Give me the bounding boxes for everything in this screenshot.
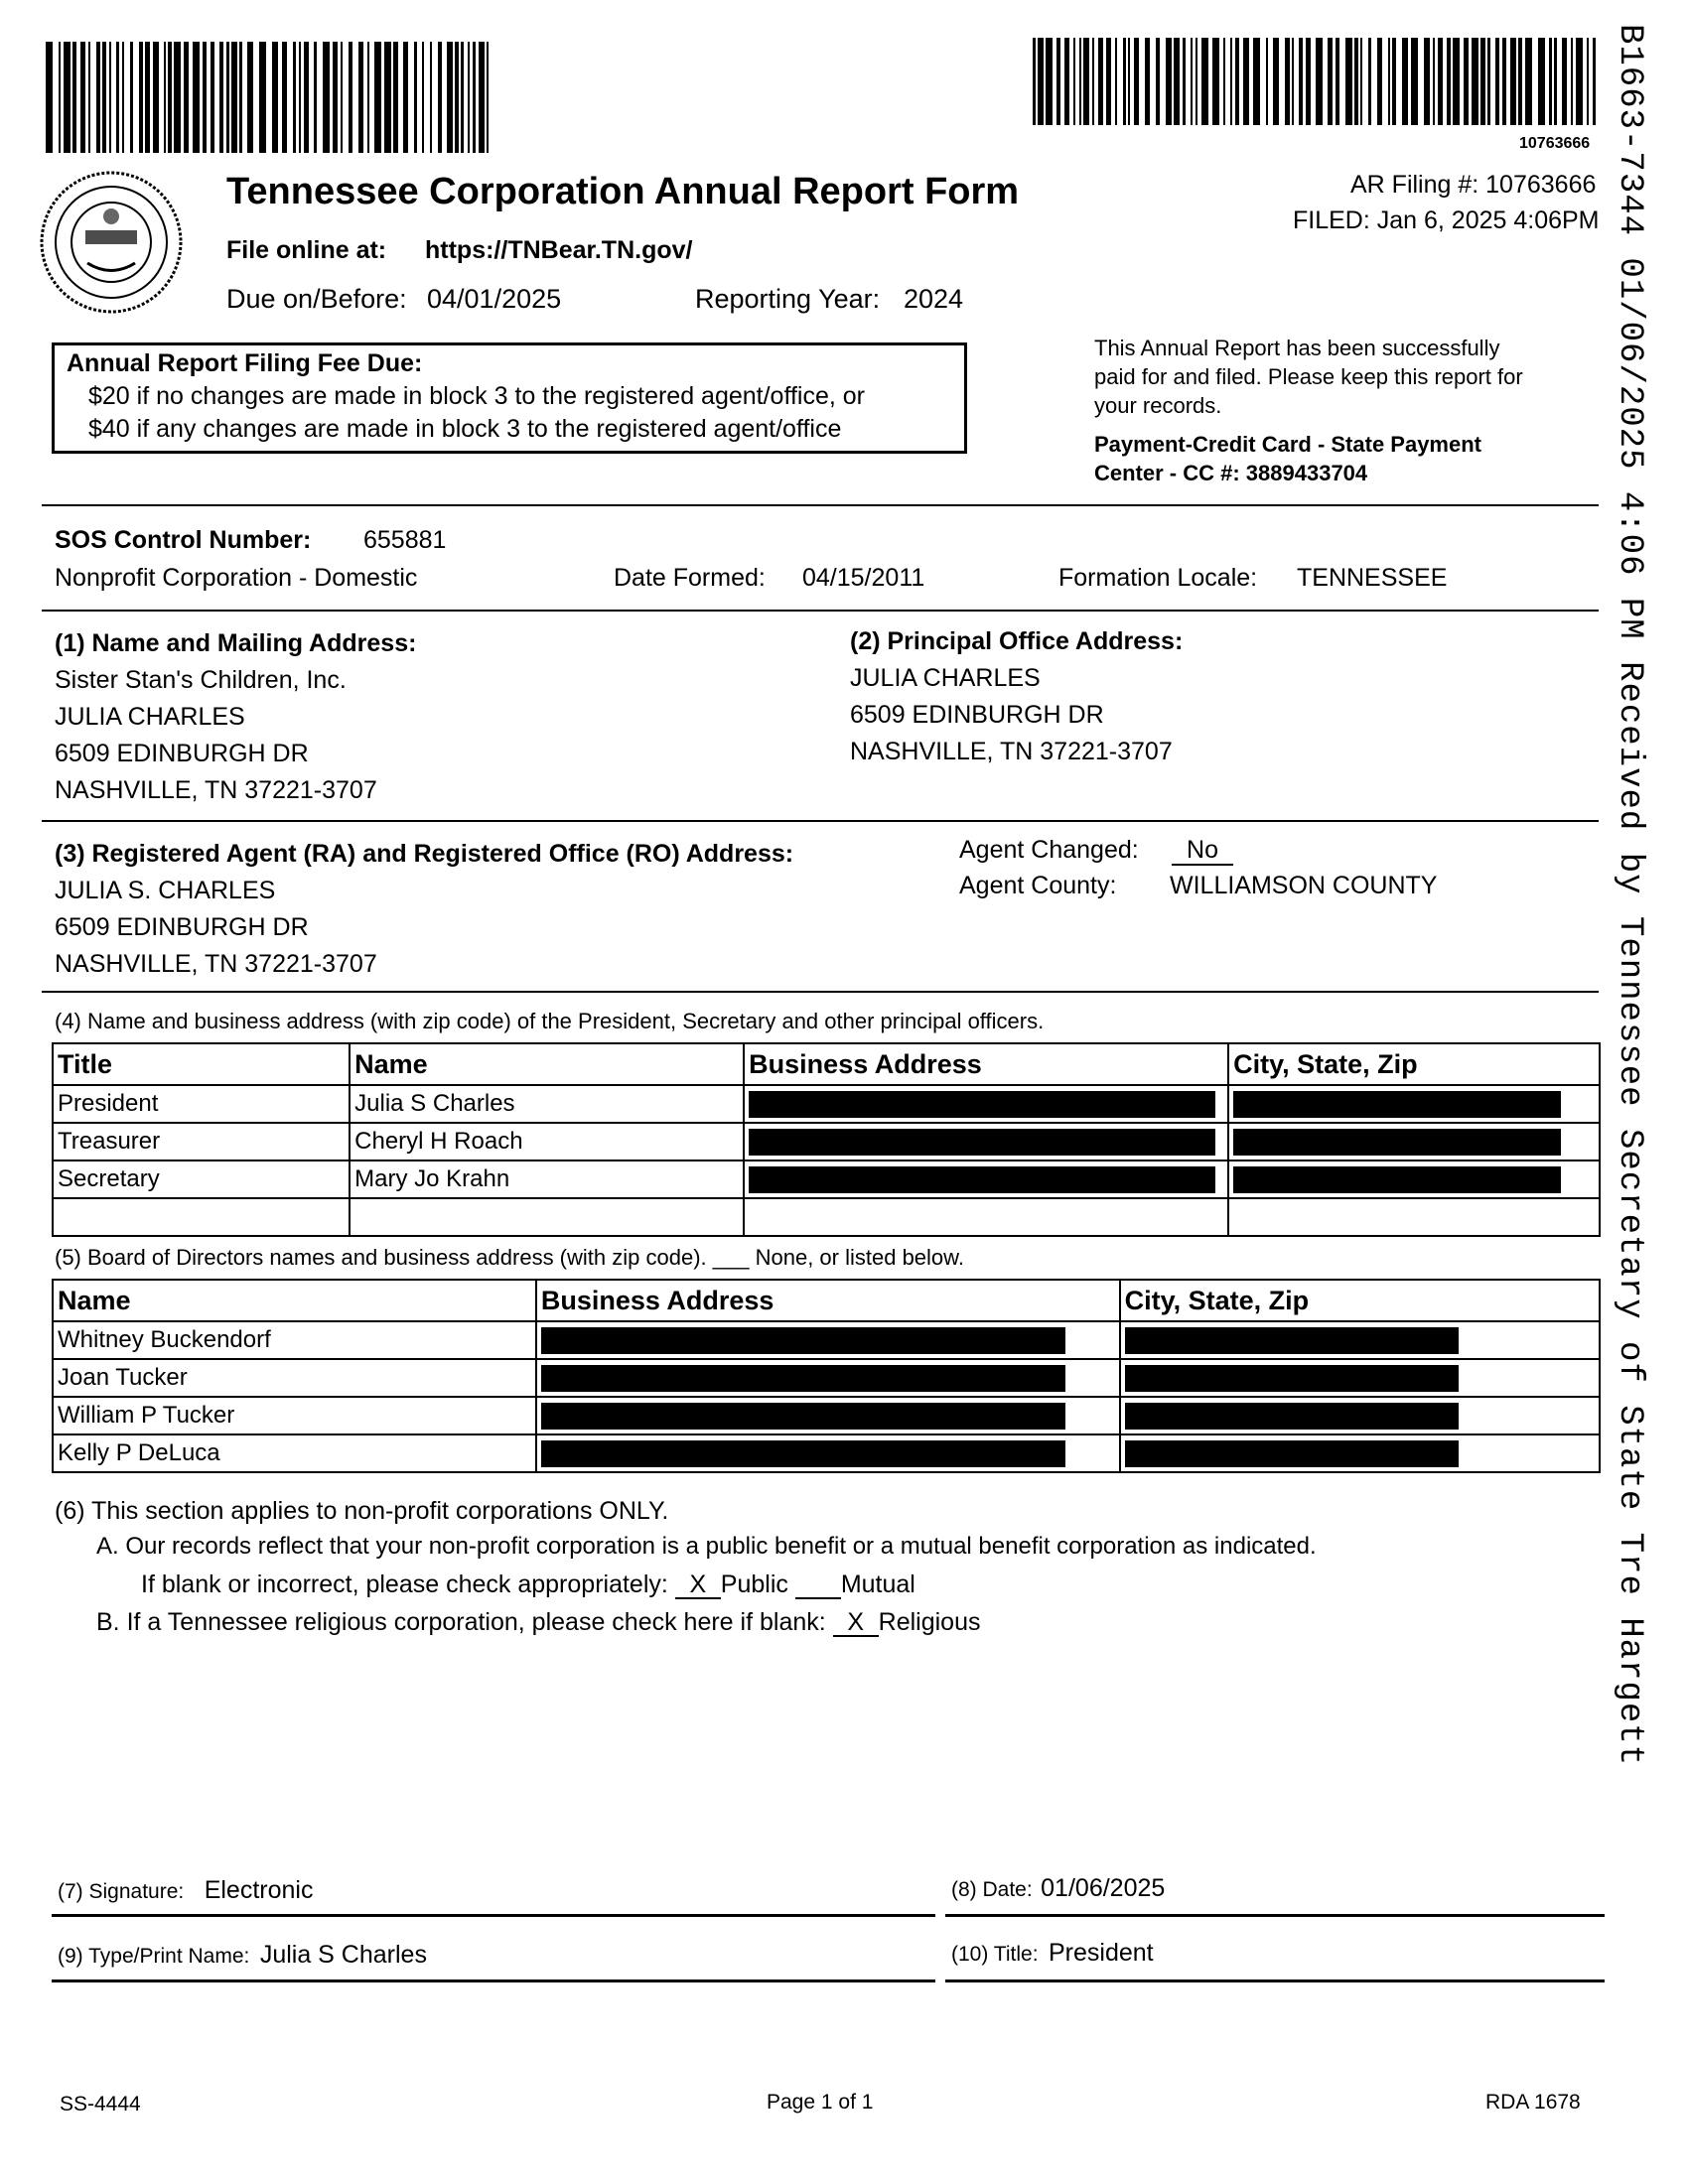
formation-locale: TENNESSEE [1297,564,1448,592]
barcode-bar [403,42,408,153]
barcode-bar [193,42,200,153]
barcode-bar [239,42,242,153]
barcode-bar [479,42,485,153]
block2-principal-office [850,623,1183,770]
ar-filing-number: AR Filing #: 10763666 [1350,171,1597,199]
barcode-number: 10763666 [1519,135,1591,152]
col-business-address-header: Business Address [744,1043,1228,1085]
barcode-bar [1411,38,1418,125]
paid-notice-line-1: This Annual Report has been successfully [1094,336,1500,360]
barcode-bar [1495,38,1499,125]
directors-table [52,1279,1601,1473]
barcode-bar [164,42,166,153]
barcode-bar [1472,38,1478,125]
barcode-bar [1230,38,1232,125]
title-value: President [1048,1939,1154,1967]
barcode-bar [203,42,207,153]
redacted-address [536,1321,1120,1359]
section6-a-line1: A. Our records reflect that your non-profit corporation is a public benefit or a mutual benefit corporation as indicated. [96,1533,1317,1560]
barcode-bar [1576,38,1583,125]
barcode-bar [1328,38,1334,125]
block3-line: NASHVILLE, TN 37221-3707 [55,950,377,978]
file-online-label: File online at: [226,236,387,264]
block3-registered-agent [55,836,793,983]
date-formed: 04/15/2011 [802,564,925,592]
barcode-bar [1106,38,1111,125]
barcode-bar [1046,38,1053,125]
barcode-bar [1554,38,1557,125]
barcode-bar [461,42,464,153]
redacted-city [1228,1123,1600,1160]
barcode-bar [1201,38,1208,125]
signature-value: Electronic [204,1876,314,1904]
block1-line: JULIA CHARLES [55,703,245,731]
barcode-bar [1316,38,1323,125]
redacted-city [1120,1434,1600,1472]
barcode-bar [1518,38,1522,125]
barcode-bar [145,42,150,153]
redacted-address [744,1160,1228,1198]
barcode-bar [1083,38,1089,125]
barcode-bar [247,42,253,153]
barcode-bar [116,42,119,153]
barcode-bar [367,42,369,153]
barcode-bar [102,42,106,153]
paid-notice-line-3: your records. [1094,393,1222,418]
entity-type: Nonprofit Corporation - Domestic [55,564,418,592]
file-online-url[interactable]: https://TNBear.TN.gov/ [425,236,693,264]
barcode-bar [314,42,317,153]
date-formed-label: Date Formed: [614,564,766,592]
redacted-address [536,1359,1120,1397]
date-field [951,1874,1165,1903]
title-field [951,1939,1154,1968]
divider-1 [42,504,1599,506]
barcode-bar [1388,38,1390,125]
barcode-bar [1392,38,1396,125]
barcode-bar [1360,38,1362,125]
barcode-bar [168,42,172,153]
title-line [945,1979,1605,1982]
director-name: Joan Tucker [53,1359,536,1397]
barcode-bar [46,42,53,153]
director-name: Whitney Buckendorf [53,1321,536,1359]
page-number: Page 1 of 1 [767,2091,874,2114]
barcode-bar [219,42,223,153]
empty-cell [744,1198,1228,1236]
redacted-city [1120,1397,1600,1434]
payment-line-2: Center - CC #: 3889433704 [1094,461,1368,485]
officer-title: President [53,1085,350,1123]
print-name-field [58,1941,427,1970]
fee-line-1: $20 if no changes are made in block 3 to the registered agent/office, or [88,382,865,410]
officer-name: Julia S Charles [350,1085,744,1123]
redacted-city [1228,1160,1600,1198]
block1-line: 6509 EDINBURGH DR [55,740,309,767]
form-id: SS-4444 [60,2093,141,2116]
col-business-address-header: Business Address [536,1280,1120,1321]
payment-line-1: Payment-Credit Card - State Payment [1094,432,1481,457]
barcode-bar [1345,38,1352,125]
block1-line: NASHVILLE, TN 37221-3707 [55,776,377,804]
table-row [53,1198,1600,1236]
barcode-bar [1402,38,1408,125]
print-name-line [52,1979,935,1982]
block1-mailing-address [55,625,416,809]
barcode-bar [109,42,111,153]
barcode-bar [1480,38,1485,125]
reporting-year-label: Reporting Year: [695,284,881,314]
barcode-bar [333,42,338,153]
print-name-value: Julia S Charles [259,1941,427,1969]
col-title-header: Title [53,1043,350,1085]
barcode-bar [1064,38,1069,125]
barcode-bar [226,42,229,153]
barcode-bar [1587,38,1589,125]
barcode-bar [422,42,424,153]
barcode-bar [1174,38,1180,125]
officers-caption: (4) Name and business address (with zip code) of the President, Secretary and other principal officers. [55,1009,1045,1033]
barcode-bar [59,42,61,153]
block2-line: NASHVILLE, TN 37221-3707 [850,738,1173,765]
barcode-bar [139,42,143,153]
barcode-bar [341,42,343,153]
barcode-bar [1525,38,1532,125]
redacted-city [1120,1359,1600,1397]
barcode-bar [1487,38,1490,125]
barcode-bar [1438,38,1443,125]
redacted-city [1228,1085,1600,1123]
barcode-bar [1073,38,1075,125]
barcode-bar [1464,38,1469,125]
date-line [945,1914,1605,1917]
barcode-bar [1336,38,1339,125]
director-name: William P Tucker [53,1397,536,1434]
section6-a-line2 [141,1570,915,1599]
barcode-bar [1447,38,1451,125]
barcode-bar [1166,38,1172,125]
barcode-bar [1273,38,1279,125]
redacted-address [744,1085,1228,1123]
agent-changed-label: Agent Changed: [959,836,1139,864]
barcode-bar [384,42,391,153]
agent-changed-value: No [1172,836,1233,866]
barcode-bar [1191,38,1193,125]
block1-line: Sister Stan's Children, Inc. [55,666,347,694]
barcode-bar [1424,38,1430,125]
barcode-bar [1593,38,1596,125]
officers-header-row [53,1043,1600,1085]
directors-caption-suffix: None, or listed below. [755,1245,964,1270]
barcode-bar [184,42,189,153]
barcode-bar [1115,38,1117,125]
table-row [53,1160,1600,1198]
filed-timestamp: FILED: Jan 6, 2025 4:06PM [1293,206,1600,234]
paid-notice-line-2: paid for and filed. Please keep this report for [1094,364,1523,389]
barcode-bar [282,42,287,153]
public-checkbox[interactable]: X [675,1571,721,1599]
due-label: Due on/Before: [226,284,407,314]
barcode-bar [1292,38,1294,125]
barcode-bar [1354,38,1358,125]
barcode-bar [1377,38,1382,125]
barcode-bar [430,42,432,153]
barcode-bar [468,42,470,153]
mutual-label: Mutual [840,1570,915,1598]
block2-line: JULIA CHARLES [850,664,1041,692]
barcode-bar [1223,38,1225,125]
section6-b [96,1608,981,1637]
public-label: Public [720,1570,788,1598]
divider-2 [42,610,1599,612]
barcode-bar [272,42,278,153]
barcode-bar [299,42,301,153]
barcode-bar [1243,38,1249,125]
date-label: (8) Date: [951,1878,1033,1901]
table-row [53,1434,1600,1472]
barcode-bar [487,42,489,153]
barcode-bar [211,42,214,153]
barcode-bar [455,42,459,153]
officer-name: Cheryl H Roach [350,1123,744,1160]
sos-label: SOS Control Number: [55,526,312,554]
divider-4 [42,991,1599,993]
table-row [53,1085,1600,1123]
directors-caption [55,1245,964,1271]
block1-heading: (1) Name and Mailing Address: [55,629,417,657]
rda-code: RDA 1678 [1485,2091,1581,2114]
redacted-city [1120,1321,1600,1359]
barcode-bar [1033,38,1036,125]
officer-title: Secretary [53,1160,350,1198]
empty-cell [1228,1198,1600,1236]
barcode-bar [349,42,352,153]
barcode-bar [1368,38,1371,125]
barcode-bar [1562,38,1567,125]
barcode-bar [1235,38,1239,125]
benefit-type-prompt: If blank or incorrect, please check appropriately: [141,1570,668,1598]
col-name-header: Name [350,1043,744,1085]
received-stamp: B1663-7344 01/06/2025 4:06 PM Received by Tennessee Secretary of State Tre Hargett [1611,24,1648,1767]
table-row [53,1321,1600,1359]
block2-heading: (2) Principal Office Address: [850,627,1184,655]
block3-heading: (3) Registered Agent (RA) and Registered Office (RO) Address: [55,840,794,868]
barcode-bar [1212,38,1219,125]
barcode-bar [1196,38,1197,125]
barcode-left [46,42,498,153]
director-name: Kelly P DeLuca [53,1434,536,1472]
barcode-bar [374,42,381,153]
directors-caption-prefix: (5) Board of Directors names and business address (with zip code). [55,1245,707,1270]
barcode-bar [1306,38,1311,125]
mutual-checkbox[interactable] [795,1573,841,1599]
barcode-bar [1510,38,1517,125]
barcode-bar [358,42,363,153]
officer-name: Mary Jo Krahn [350,1160,744,1198]
barcode-bar [1134,38,1139,125]
col-city-state-zip-header: City, State, Zip [1120,1280,1600,1321]
barcode-bar [153,42,159,153]
barcode-bar [1056,38,1060,125]
redacted-address [536,1397,1120,1434]
barcode-bar [1128,38,1131,125]
barcode-bar [293,42,296,153]
barcode-bar [1098,38,1103,125]
officer-title [53,1198,350,1236]
barcode-bar [96,42,100,153]
barcode-bar [473,42,476,153]
officers-table [52,1042,1601,1237]
signature-line [52,1914,935,1917]
barcode-bar [1285,38,1290,125]
filing-fee-box [52,342,967,454]
barcode-bar [1253,38,1260,125]
officer-name [350,1198,744,1236]
barcode-bar [1538,38,1545,125]
section6-heading: (6) This section applies to non-profit corporations ONLY. [55,1497,669,1525]
col-city-state-zip-header: City, State, Zip [1228,1043,1600,1085]
redacted-address [536,1434,1120,1472]
title-label: (10) Title: [951,1943,1039,1966]
barcode-bar [1156,38,1160,125]
block2-line: 6509 EDINBURGH DR [850,701,1104,729]
officer-title: Treasurer [53,1123,350,1160]
religious-label: Religious [878,1608,981,1636]
barcode-bar [72,42,76,153]
form-title: Tennessee Corporation Annual Report Form [226,171,1020,212]
barcode-bar [259,42,266,153]
barcode-bar [1549,38,1552,125]
table-row [53,1123,1600,1160]
block3-line: 6509 EDINBURGH DR [55,913,309,941]
barcode-bar [174,42,181,153]
barcode-bar [447,42,453,153]
barcode-bar [438,42,442,153]
redacted-address [744,1123,1228,1160]
barcode-bar [1502,38,1506,125]
table-row [53,1359,1600,1397]
paid-notice [1094,334,1523,487]
col-name-header: Name [53,1280,536,1321]
barcode-bar [88,42,90,153]
directors-header-row [53,1280,1600,1321]
sos-number: 655881 [363,526,447,554]
barcode-bar [1266,38,1268,125]
divider-3 [42,820,1599,822]
barcode-bar [1433,38,1435,125]
barcode-bar [1038,38,1044,125]
barcode-bar [80,42,85,153]
barcode-bar [1123,38,1126,125]
barcode-bar [1079,38,1081,125]
agent-county-value: WILLIAMSON COUNTY [1170,872,1438,899]
barcode-bar [130,42,133,153]
date-value: 01/06/2025 [1041,1874,1166,1902]
barcode-bar [1571,38,1573,125]
fee-heading: Annual Report Filing Fee Due: [67,349,423,377]
barcode-bar [1145,38,1150,125]
barcode-bar [1299,38,1303,125]
state-seal-icon [38,169,185,316]
formation-locale-label: Formation Locale: [1058,564,1258,592]
barcode-bar [323,42,330,153]
barcode-bar [64,42,70,153]
barcode-bar [304,42,309,153]
agent-county-label: Agent County: [959,872,1117,899]
barcode-bar [1183,38,1186,125]
religious-checkbox[interactable]: X [833,1609,879,1637]
barcode-bar [231,42,237,153]
barcode-bar [1453,38,1460,125]
block3-line: JULIA S. CHARLES [55,877,276,904]
fee-line-2: $40 if any changes are made in block 3 to the registered agent/office [88,415,842,443]
religious-prompt: B. If a Tennessee religious corporation, please check here if blank: [96,1608,826,1636]
barcode-bar [414,42,417,153]
table-row [53,1397,1600,1434]
reporting-year: 2024 [904,284,964,314]
signature-label: (7) Signature: [58,1880,185,1903]
print-name-label: (9) Type/Print Name: [58,1945,250,1968]
barcode-bar [393,42,398,153]
barcode-bar [122,42,124,153]
due-date: 04/01/2025 [427,284,562,314]
signature-field [58,1876,313,1905]
barcode-right [1033,38,1599,125]
barcode-bar [1092,38,1094,125]
directors-none-blank: ___ [712,1245,750,1270]
